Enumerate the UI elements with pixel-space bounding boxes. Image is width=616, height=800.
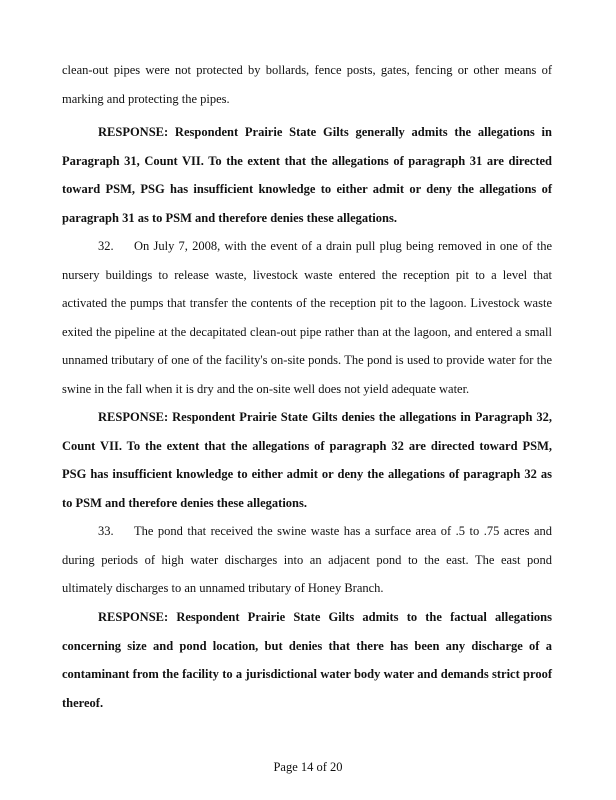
response-32: RESPONSE: Respondent Prairie State Gilts denies the allegations in Paragraph 32, Count VII. To the extent that the allegations of paragraph 32 are directed toward PSM, PSG has insufficient knowledge to either admit or deny the allegations of paragraph 32 as to PSM and therefore denies these allegations. (62, 410, 552, 510)
paragraph-32-number: 32. (98, 239, 114, 253)
page-number: Page 14 of 20 (273, 760, 343, 774)
paragraph-33-text: The pond that received the swine waste has a surface area of .5 to .75 acres and during periods of high water discharges into an adjacent pond to the east. The east pond ultimately discharges to an unnamed tributary of Honey Branch. (62, 524, 552, 596)
paragraph-31-continuation: clean-out pipes were not protected by bollards, fence posts, gates, fencing or other means of marking and protecting the pipes. (62, 63, 552, 106)
paragraph-33 (62, 517, 552, 603)
response-33: RESPONSE: Respondent Prairie State Gilts admits to the factual allegations concerning size and pond location, but denies that there has been any discharge of a contaminant from the facility to a jurisdictional water body water and demands strict proof thereof. (62, 610, 552, 710)
paragraph-32-text: On July 7, 2008, with the event of a drain pull plug being removed in one of the nursery buildings to release waste, livestock waste entered the reception pit to a level that activated the pumps that transfer the contents of the reception pit to the lagoon. Livestock waste exited the pipeline at the decapitated clean-out pipe rather than at the lagoon, and entered a small unnamed tributary of one of the facility's on-site ponds. The pond is used to provide water for the swine in the fall when it is dry and the on-site well does not yield adequate water. (62, 239, 552, 396)
response-31: RESPONSE: Respondent Prairie State Gilts generally admits the allegations in Paragraph 31, Count VII. To the extent that the allegations of paragraph 31 are directed toward PSM, PSG has insufficient knowledge to either admit or deny the allegations of paragraph 31 as to PSM and therefore denies these allegations. (62, 125, 552, 225)
paragraph-32 (62, 232, 552, 404)
paragraph-33-number: 33. (98, 524, 114, 538)
